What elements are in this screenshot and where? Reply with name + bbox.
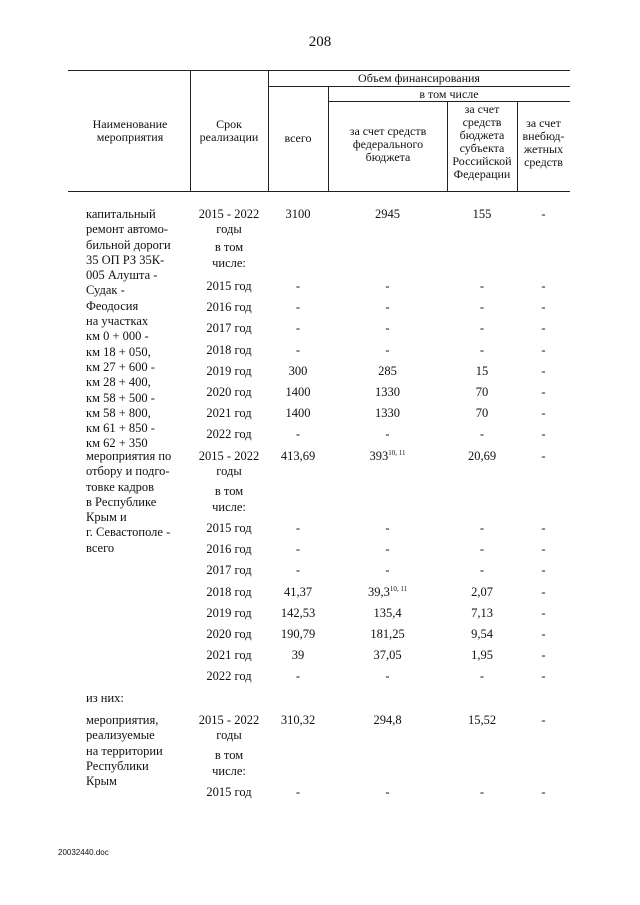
rule xyxy=(68,70,570,71)
extra-cell: - xyxy=(541,300,546,315)
federal-cell: - xyxy=(385,785,390,799)
extra-cell: - xyxy=(541,648,546,663)
federal-cell: 1330 xyxy=(375,385,400,399)
total-cell: - xyxy=(295,300,301,315)
total-cell: 300 xyxy=(288,363,308,378)
federal-cell: 39,3$^{10, 11}$ xyxy=(367,584,408,599)
regional-cell: - xyxy=(479,542,485,557)
header-total: всего xyxy=(284,131,312,145)
including-label: числе: xyxy=(212,764,246,778)
year-term-cell: 2016 год xyxy=(206,542,252,557)
term-cell: 2015 - 2022 xyxy=(198,207,260,221)
header-extra: за счет внебюд-жетных средств xyxy=(522,116,565,169)
year-term-cell: 2015 год xyxy=(206,279,252,293)
federal-cell: 135,4 xyxy=(373,605,402,620)
extra-cell: - xyxy=(541,406,546,421)
federal-cell: 37,05 xyxy=(373,648,402,663)
rule xyxy=(268,70,269,191)
rule xyxy=(190,70,191,191)
total-cell: 142,53 xyxy=(280,605,316,620)
year-term-cell: 2021 год xyxy=(206,406,252,421)
federal-cell: 2945 xyxy=(375,207,400,221)
year-term-cell: 2022 год xyxy=(206,669,252,684)
total-cell: 310,32 xyxy=(280,713,316,727)
federal-cell: - xyxy=(385,563,390,578)
regional-cell: - xyxy=(479,427,485,442)
regional-cell: 7,13 xyxy=(471,605,493,620)
term-unit: годы xyxy=(216,464,242,478)
year-term-cell: 2016 год xyxy=(206,300,252,315)
regional-cell: 70 xyxy=(475,385,489,399)
rule xyxy=(328,86,329,191)
extra-cell: - xyxy=(541,207,546,221)
extra-cell: - xyxy=(541,521,546,535)
federal-cell: 393$^{10, 11}$ xyxy=(369,448,406,463)
total-cell: 41,37 xyxy=(283,584,313,599)
rule xyxy=(68,191,570,192)
federal-cell: 181,25 xyxy=(370,627,405,641)
extra-cell: - xyxy=(541,785,546,799)
including-label: числе: xyxy=(212,256,246,270)
extra-cell: - xyxy=(541,669,546,684)
term-unit: годы xyxy=(216,728,242,742)
federal-cell: - xyxy=(385,342,390,357)
total-cell: 39 xyxy=(291,648,305,663)
year-term-cell: 2015 год xyxy=(206,785,252,799)
extra-cell: - xyxy=(541,427,546,442)
including-label: в том xyxy=(214,748,244,762)
extra-cell: - xyxy=(541,385,546,399)
regional-cell: 20,69 xyxy=(467,449,497,463)
federal-cell: - xyxy=(385,279,390,293)
total-cell: - xyxy=(295,521,301,535)
federal-cell: - xyxy=(385,521,390,535)
federal-cell: - xyxy=(385,300,390,315)
regional-cell: - xyxy=(479,279,485,293)
header-regional: за счет средств бюджета субъекта Российской Федерации xyxy=(452,102,512,181)
regional-cell: - xyxy=(479,785,485,799)
regional-cell: 9,54 xyxy=(471,627,493,641)
regional-cell: - xyxy=(479,669,485,684)
rule xyxy=(328,101,570,102)
total-cell: - xyxy=(295,427,301,442)
total-cell: - xyxy=(295,321,301,336)
page-number: 208 xyxy=(308,34,332,50)
extra-cell: - xyxy=(541,542,546,557)
year-term-cell: 2018 год xyxy=(206,584,252,599)
including-label: в том xyxy=(214,484,244,498)
total-cell: 190,79 xyxy=(280,627,316,641)
federal-cell: - xyxy=(385,542,390,557)
federal-cell: - xyxy=(385,427,390,442)
document-footer: 20032440.doc xyxy=(58,848,109,857)
extra-cell: - xyxy=(541,321,546,336)
item-name: капитальный ремонт автомо- бильной дороги 35 ОП РЗ 35К- 005 Алушта - Судак - Феодосия на участках км 0 + 000 - км 18 + 050, км 27 + 600 - км 28 + 400, км 58 + 500 - км 58 + 800, км 61 + 850 - км 62 + 350 xyxy=(86,207,171,451)
total-cell: - xyxy=(295,279,301,293)
header-including: в том числе xyxy=(419,87,479,101)
year-term-cell: 2021 год xyxy=(206,648,252,663)
federal-cell: 294,8 xyxy=(373,713,402,727)
regional-cell: 155 xyxy=(472,207,492,221)
regional-cell: - xyxy=(479,300,485,315)
including-label: числе: xyxy=(212,500,246,514)
extra-cell: - xyxy=(541,363,546,378)
federal-cell: 1330 xyxy=(375,406,400,421)
year-term-cell: 2018 год xyxy=(206,342,252,357)
regional-cell: - xyxy=(479,521,485,535)
extra-cell: - xyxy=(541,449,546,463)
total-cell: 413,69 xyxy=(280,449,316,463)
extra-cell: - xyxy=(541,584,546,599)
term-cell: 2015 - 2022 xyxy=(198,713,260,727)
extra-cell: - xyxy=(541,627,546,641)
year-term-cell: 2020 год xyxy=(206,385,252,399)
year-term-cell: 2020 год xyxy=(206,627,252,641)
regional-cell: 2,07 xyxy=(471,584,493,599)
federal-cell: - xyxy=(385,669,390,684)
year-term-cell: 2015 год xyxy=(206,521,252,535)
rule xyxy=(447,101,448,191)
header-name: Наименование мероприятия xyxy=(92,117,168,144)
term-cell: 2015 - 2022 xyxy=(198,449,260,463)
total-cell: - xyxy=(295,785,301,799)
regional-cell: - xyxy=(479,342,485,357)
term-unit: годы xyxy=(216,222,242,236)
year-term-cell: 2017 год xyxy=(206,321,252,336)
extra-cell: - xyxy=(541,279,546,293)
regional-cell: 15 xyxy=(475,363,489,378)
total-cell: - xyxy=(295,542,301,557)
header-federal: за счет средств федерального бюджета xyxy=(349,124,427,164)
extra-cell: - xyxy=(541,563,546,578)
federal-cell: - xyxy=(385,321,390,336)
total-cell: - xyxy=(295,669,301,684)
header-funding: Объем финансирования xyxy=(358,71,480,85)
year-term-cell: 2019 год xyxy=(206,605,252,620)
total-cell: - xyxy=(295,563,301,578)
regional-cell: 70 xyxy=(475,406,489,421)
extra-cell: - xyxy=(541,342,546,357)
year-term-cell: 2022 год xyxy=(206,427,252,442)
header-term: Срок реализации xyxy=(199,117,259,144)
item-name: мероприятия, реализуемые на территории Республики Крым xyxy=(86,713,163,789)
total-cell: 1400 xyxy=(285,385,311,399)
regional-cell: - xyxy=(479,563,485,578)
year-term-cell: 2017 год xyxy=(206,563,252,578)
item-name: мероприятия по отбору и подго- товке кадров в Республике Крым и г. Севастополе - всего xyxy=(86,449,172,555)
year-term-cell: 2019 год xyxy=(206,363,252,378)
extra-cell: - xyxy=(541,605,546,620)
extra-cell: - xyxy=(541,713,546,727)
regional-cell: 1,95 xyxy=(471,648,493,663)
total-cell: 3100 xyxy=(285,207,311,221)
total-cell: - xyxy=(295,342,301,357)
including-label: в том xyxy=(214,240,244,254)
total-cell: 1400 xyxy=(285,406,311,421)
regional-cell: 15,52 xyxy=(467,713,497,727)
federal-cell: 285 xyxy=(378,363,397,378)
of-them-label: из них: xyxy=(86,691,124,705)
regional-cell: - xyxy=(479,321,485,336)
